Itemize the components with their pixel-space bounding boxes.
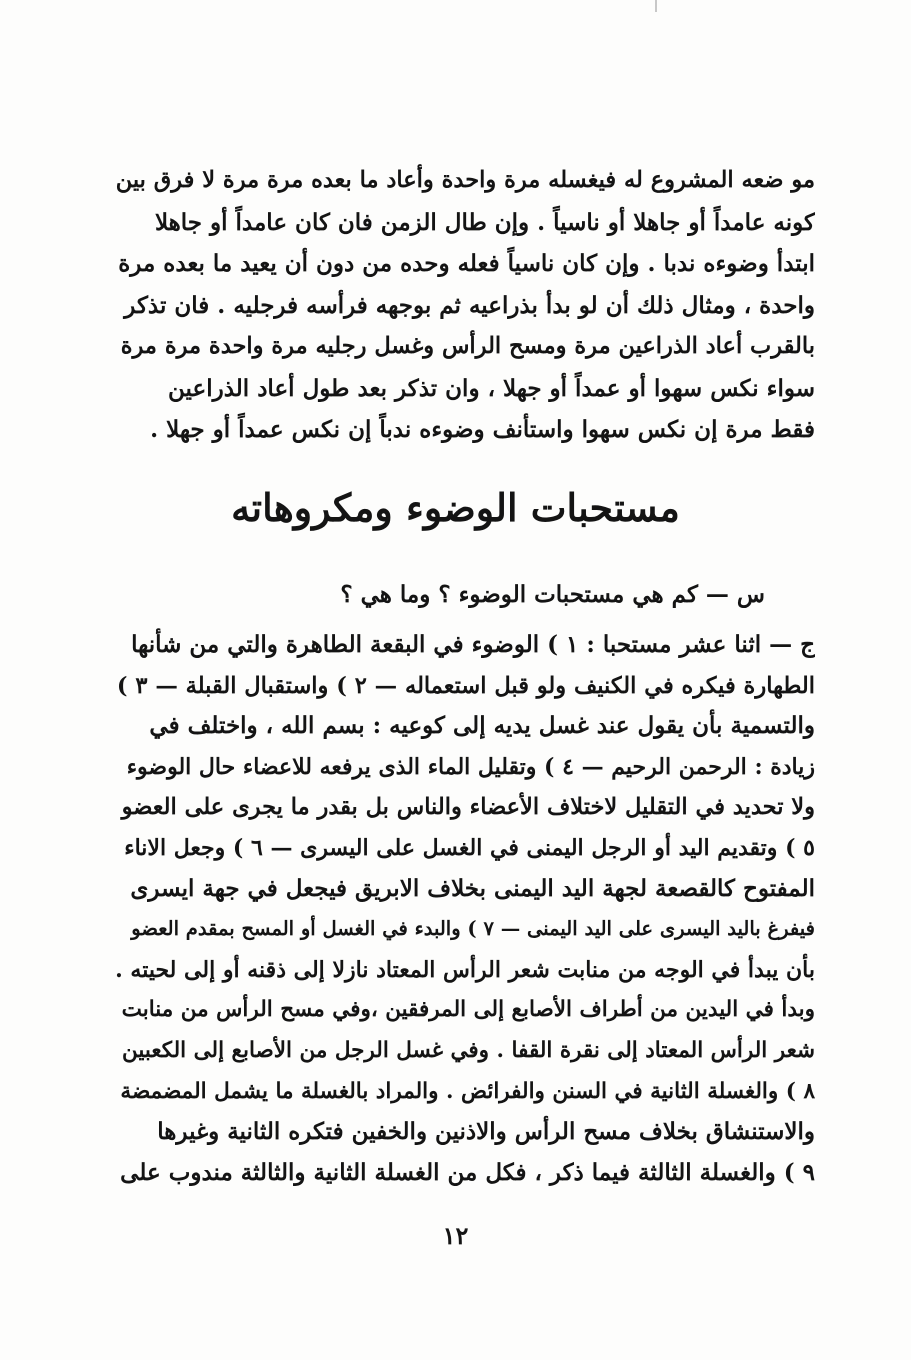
section-heading: مستحبات الوضوء ومكروهاته	[231, 485, 680, 530]
text-line: الطهارة فيكره في الكنيف ولو قبل استعماله — ٢ ) واستقبال القبلة — ٣ )	[116, 672, 815, 699]
text-line: واحدة ، ومثال ذلك أن لو بدأ بذراعيه ثم بوجهه فرأسه فرجليه . فان تذكر	[124, 291, 815, 319]
text-line: زيادة : الرحمن الرحيم — ٤ ) وتقليل الماء الذى يرفعه للاعضاء حال الوضوء	[126, 753, 815, 780]
text-line: والتسمية بأن يقول عند غسل يديه إلى كوعيه : بسم الله ، واختلف في	[149, 712, 815, 740]
text-line: ٨ ) والغسلة الثانية في السنن والفرائض . والمراد بالغسلة ما يشمل المضمضة	[120, 1078, 815, 1104]
text-line: فقط مرة إن نكس سهوا واستأنف وضوءه ندباً إن نكس عمداً أو جهلا .	[150, 416, 815, 443]
text-line: ٩ ) والغسلة الثالثة فيما ذكر ، فكل من الغسلة الثانية والثالثة مندوب على	[120, 1158, 815, 1186]
page-number: ١٢	[442, 1221, 469, 1250]
text-line: المفتوح كالقصعة لجهة اليد اليمنى بخلاف الابريق فيجعل في جهة ايسرى	[130, 874, 815, 902]
text-line: فيفرغ باليد اليسرى على اليد اليمنى — ٧ ) والبدء في الغسل أو المسح بمقدم العضو	[131, 917, 815, 941]
text-line: بالقرب أعاد الذراعين مرة ومسح الرأس وغسل رجليه مرة واحدة مرة مرة	[120, 333, 815, 359]
text-line: ولا تحديد في التقليل لاختلاف الأعضاء والناس بل بقدر ما يجرى على العضو	[121, 794, 815, 821]
text-line: مو ضعه المشروع له فيغسله مرة واحدة وأعاد ما بعده مرة مرة لا فرق بين	[115, 167, 815, 193]
text-line: والاستنشاق بخلاف مسح الرأس والاذنين والخفين فتكره الثانية وغيرها	[157, 1118, 815, 1146]
text-line: سواء نكس سهوا أو عمداً أو جهلا ، وان تذكر بعد طول أعاد الذراعين	[168, 374, 815, 402]
scan-mark	[655, 0, 657, 12]
text-line: ابتدأ وضوءه ندبا . وإن كان ناسياً فعله وحده من دون أن يعيد ما بعده مرة	[118, 250, 815, 277]
question-line: س — كم هي مستحبات الوضوء ؟ وما هي ؟	[340, 581, 765, 608]
text-line: وبدأ في اليدين من أطراف الأصابع إلى المرفقين ،وفي مسح الرأس من منابت	[121, 997, 815, 1023]
text-line: بأن يبدأ في الوجه من منابت شعر الرأس المعتاد نازلا إلى ذقنه أو إلى لحيته .	[115, 956, 815, 983]
text-line: ج — اثنا عشر مستحبا : ١ ) الوضوء في البقعة الطاهرة والتي من شأنها	[131, 631, 815, 658]
text-line: كونه عامداً أو جاهلا أو ناسياً . وإن طال الزمن فان كان عامداً أو جاهلا	[154, 208, 815, 236]
answer-paragraph	[115, 625, 815, 1193]
text-line: ٥ ) وتقديم اليد أو الرجل اليمنى في الغسل على اليسرى — ٦ ) وجعل الاناء	[124, 834, 815, 861]
text-line: شعر الرأس المعتاد إلى نقرة القفا . وفي غسل الرجل من الأصابع إلى الكعبين	[122, 1037, 815, 1063]
paragraph-continued	[115, 160, 815, 451]
